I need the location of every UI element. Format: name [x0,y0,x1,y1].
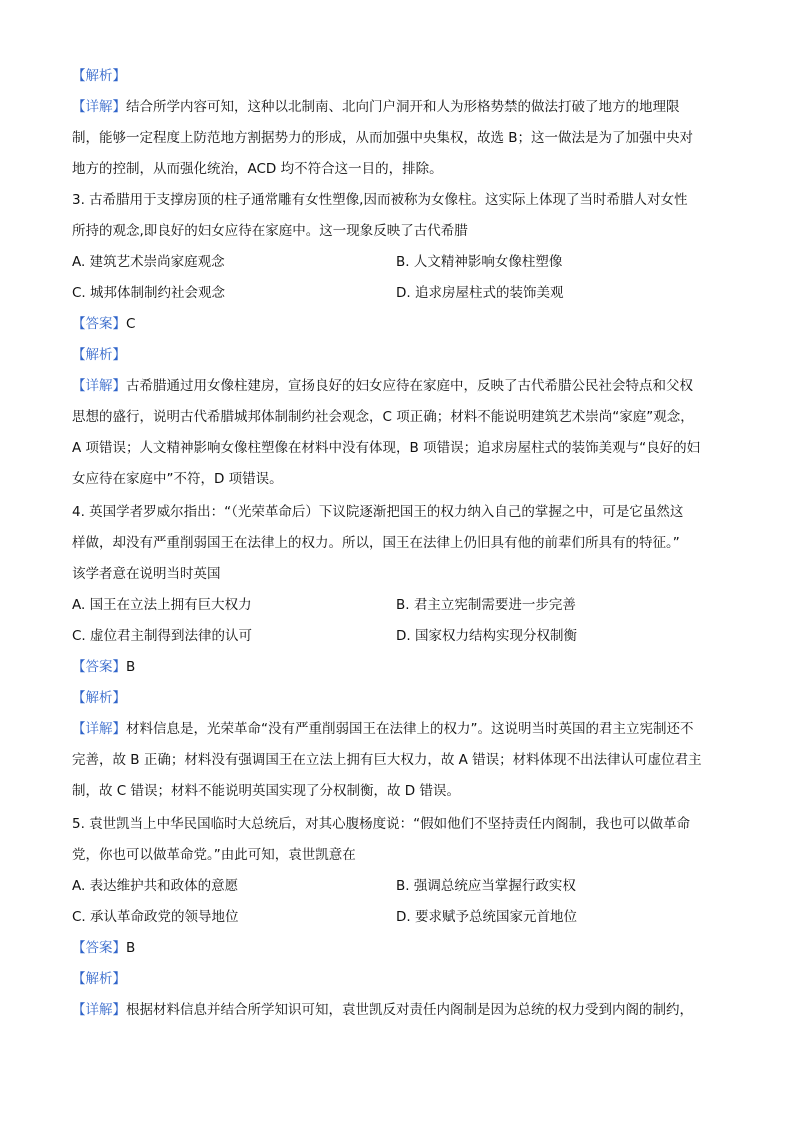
q3-answer [72,314,732,334]
q4-detail-line: 完善，故 B 正确；材料没有强调国王在立法上拥有巨大权力，故 A 错误；材料体现不出法律认可虚位君主 [72,752,702,768]
q3-analysis-label: 【解析】 [72,347,126,363]
detail-label: 【详解】 [72,1002,126,1018]
q5-detail-line [72,1000,732,1020]
q5-option-b: B. 强调总统应当掌握行政实权 [396,878,576,894]
q4-stem-line: 4. 英国学者罗威尔指出：“（光荣革命后）下议院逐渐把国王的权力纳入自己的掌握之中，可是它虽然这 [72,504,684,520]
detail-text: 材料信息是，光荣革命“没有严重削弱国王在法律上的权力”。这说明当时英国的君主立宪制还不 [126,721,694,737]
q3-detail-line: 女应待在家庭中”不符，D 项错误。 [72,471,283,487]
q3-detail-line: A 项错误；人文精神影响女像柱塑像在材料中没有体现，B 项错误；追求房屋柱式的装饰美观与“良好的妇 [72,440,701,456]
q3-option-a: A. 建筑艺术崇尚家庭观念 [72,254,225,270]
answer-value: B [126,659,136,675]
q4-detail-line [72,719,732,739]
q5-option-c: C. 承认革命政党的领导地位 [72,909,239,925]
q4-answer [72,657,732,677]
q5-option-d: D. 要求赋予总统国家元首地位 [396,909,577,925]
q3-detail-line [72,376,732,396]
q3-detail-line: 思想的盛行，说明古代希腊城邦体制制约社会观念，C 项正确；材料不能说明建筑艺术崇尚“家庭”观念， [72,409,694,425]
detail-text: 古希腊通过用女像柱建房，宣扬良好的妇女应待在家庭中，反映了古代希腊公民社会特点和父权 [126,378,693,394]
detail-text: 结合所学内容可知，这种以北制南、北向门户洞开和人为形格势禁的做法打破了地方的地理限 [126,99,680,115]
q4-stem-line: 样做，却没有严重削弱国王在法律上的权力。所以，国王在法律上仍旧具有他的前辈们所具有的特征。” [72,535,680,551]
answer-label: 【答案】 [72,316,126,332]
q4-detail-line: 制，故 C 错误；材料不能说明英国实现了分权制衡，故 D 错误。 [72,783,460,799]
q3-stem-line: 所持的观念,即良好的妇女应待在家庭中。这一现象反映了古代希腊 [72,223,468,239]
answer-label: 【答案】 [72,940,126,956]
detail-label: 【详解】 [72,721,126,737]
q5-option-a: A. 表达维护共和政体的意愿 [72,878,239,894]
detail-text: 根据材料信息并结合所学知识可知，袁世凯反对责任内阁制是因为总统的权力受到内阁的制约， [126,1002,693,1018]
answer-value: B [126,940,136,956]
q4-option-b: B. 君主立宪制需要进一步完善 [396,597,576,613]
q4-option-d: D. 国家权力结构实现分权制衡 [396,628,577,644]
q5-answer [72,938,732,958]
answer-value: C [126,316,136,332]
detail-line [72,97,732,117]
analysis-label: 【解析】 [72,68,126,84]
q4-option-c: C. 虚位君主制得到法律的认可 [72,628,253,644]
q4-stem-line: 该学者意在说明当时英国 [72,566,221,582]
q5-analysis-label: 【解析】 [72,971,126,987]
detail-label: 【详解】 [72,378,126,394]
detail-label: 【详解】 [72,99,126,115]
q5-stem-line: 党，你也可以做革命党。”由此可知，袁世凯意在 [72,847,356,863]
detail-line: 制，能够一定程度上防范地方割据势力的形成，从而加强中央集权，故选 B；这一做法是为了加强中央对 [72,130,694,146]
q3-stem-line: 3. 古希腊用于支撑房顶的柱子通常雕有女性塑像,因而被称为女像柱。这实际上体现了当时希腊人对女性 [72,192,688,208]
detail-line: 地方的控制，从而强化统治，ACD 均不符合这一目的，排除。 [72,161,443,177]
q3-option-b: B. 人文精神影响女像柱塑像 [396,254,563,270]
q5-stem-line: 5. 袁世凯当上中华民国临时大总统后，对其心腹杨度说：“假如他们不坚持责任内阁制，我也可以做革命 [72,816,691,832]
q3-option-c: C. 城邦体制制约社会观念 [72,285,226,301]
q4-analysis-label: 【解析】 [72,690,126,706]
q3-option-d: D. 追求房屋柱式的装饰美观 [396,285,564,301]
q4-option-a: A. 国王在立法上拥有巨大权力 [72,597,252,613]
answer-label: 【答案】 [72,659,126,675]
